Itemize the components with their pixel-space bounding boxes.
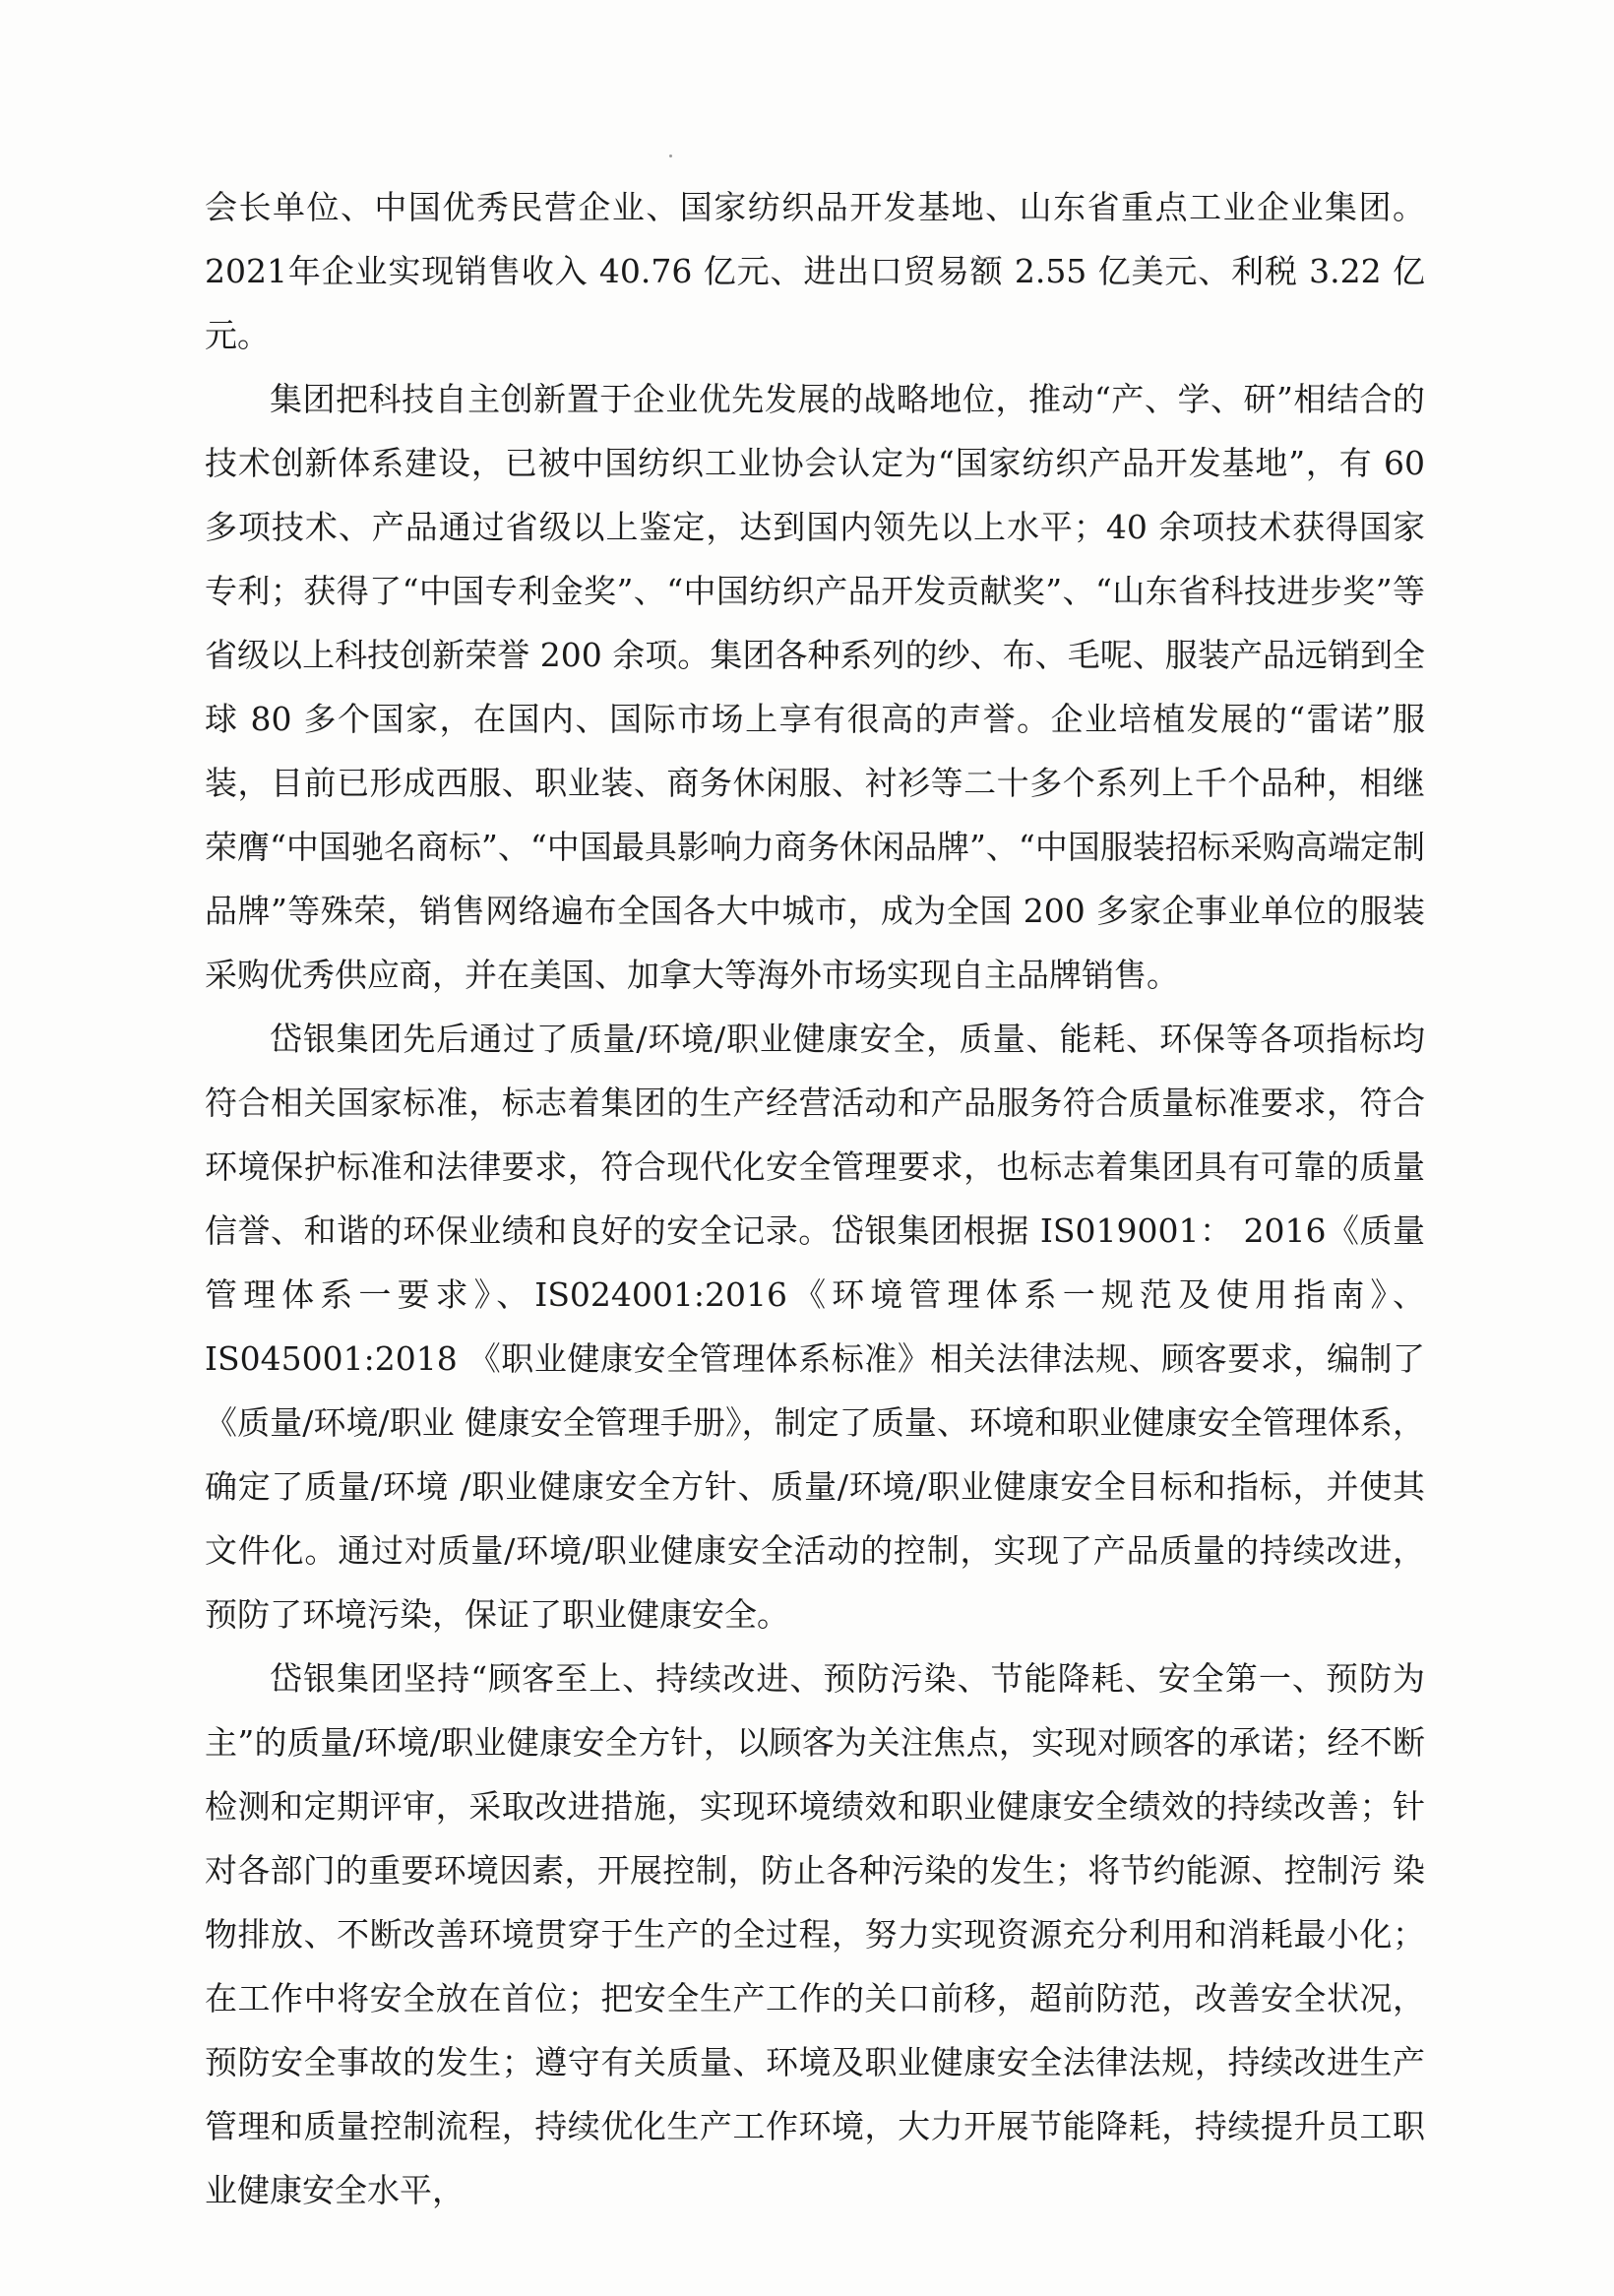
paragraph-company-intro: 会长单位、中国优秀民营企业、国家纺织品开发基地、山东省重点工业企业集团。2021年企业实现销售收入 40.76 亿元、进出口贸易额 2.55 亿美元、利税 3.22 亿元。 xyxy=(205,188,1425,354)
paragraph-technology-innovation: 集团把科技自主创新置于企业优先发展的战略地位，推动“产、学、研”相结合的技术创新体系建设，已被中国纺织工业协会认定为“国家纺织产品开发基地”，有 60 多项技术、产品通过省级以上鉴定，达到国内领先以上水平；40 余项技术获得国家专利；获得了“中国专利金奖”、“中国纺织产品开发贡献奖”、“山东省科技进步奖”等省级以上科技创新荣誉 200 余项。集团各种系列的纱、布、毛呢、服装产品远销到全球 80 多个国家，在国内、国际市场上享有很高的声誉。企业培植发展的“雷诺”服装，目前已形成西服、职业装、商务休闲服、衬衫等二十多个系列上千个品种，相继荣膺“中国驰名商标”、“中国最具影响力商务休闲品牌”、“中国服装招标采购高端定制品牌”等殊荣，销售网络遍布全国各大中城市，成为全国 200 多家企事业单位的服装采购优秀供应商，并在美国、加拿大等海外市场实现自主品牌销售。 xyxy=(205,380,1425,994)
paragraph-management-system: 岱银集团先后通过了质量/环境/职业健康安全，质量、能耗、环保等各项指标均 符合相关国家标准，标志着集团的生产经营活动和产品服务符合质量标准要求，符合环境保护标准和法律要求，符合现代化安全管理要求，也标志着集团具有可靠的质量信誉、和谐的环保业绩和良好的安全记录。岱银集团根据 IS019001： 2016《质量管理体系一要求》、IS024001:2016《环境管理体系一规范及使用指南》、IS045001:2018 《职业健康安全管理体系标准》相关法律法规、顾客要求，编制了《质量/环境/职业 健康安全管理手册》，制定了质量、环境和职业健康安全管理体系，确定了质量/环境 /职业健康安全方针、质量/环境/职业健康安全目标和指标，并使其文件化。通过对质量/环境/职业健康安全活动的控制，实现了产品质量的持续改进，预防了环境污染，保证了职业健康安全。 xyxy=(205,1020,1425,1634)
document-body xyxy=(205,175,1425,2222)
scan-speck xyxy=(669,155,672,157)
paragraph-management-policy: 岱银集团坚持“顾客至上、持续改进、预防污染、节能降耗、安全第一、预防为主”的质量/环境/职业健康安全方针，以顾客为关注焦点，实现对顾客的承诺；经不断检测和定期评审，采取改进措施，实现环境绩效和职业健康安全绩效的持续改善；针对各部门的重要环境因素，开展控制，防止各种污染的发生；将节约能源、控制污 染物排放、不断改善环境贯穿于生产的全过程，努力实现资源充分利用和消耗最小化；在工作中将安全放在首位；把安全生产工作的关口前移，超前防范，改善安全状况，预防安全事故的发生；遵守有关质量、环境及职业健康安全法律法规，持续改进生产管理和质量控制流程，持续优化生产工作环境，大力开展节能降耗，持续提升员工职业健康安全水平， xyxy=(205,1659,1425,2209)
